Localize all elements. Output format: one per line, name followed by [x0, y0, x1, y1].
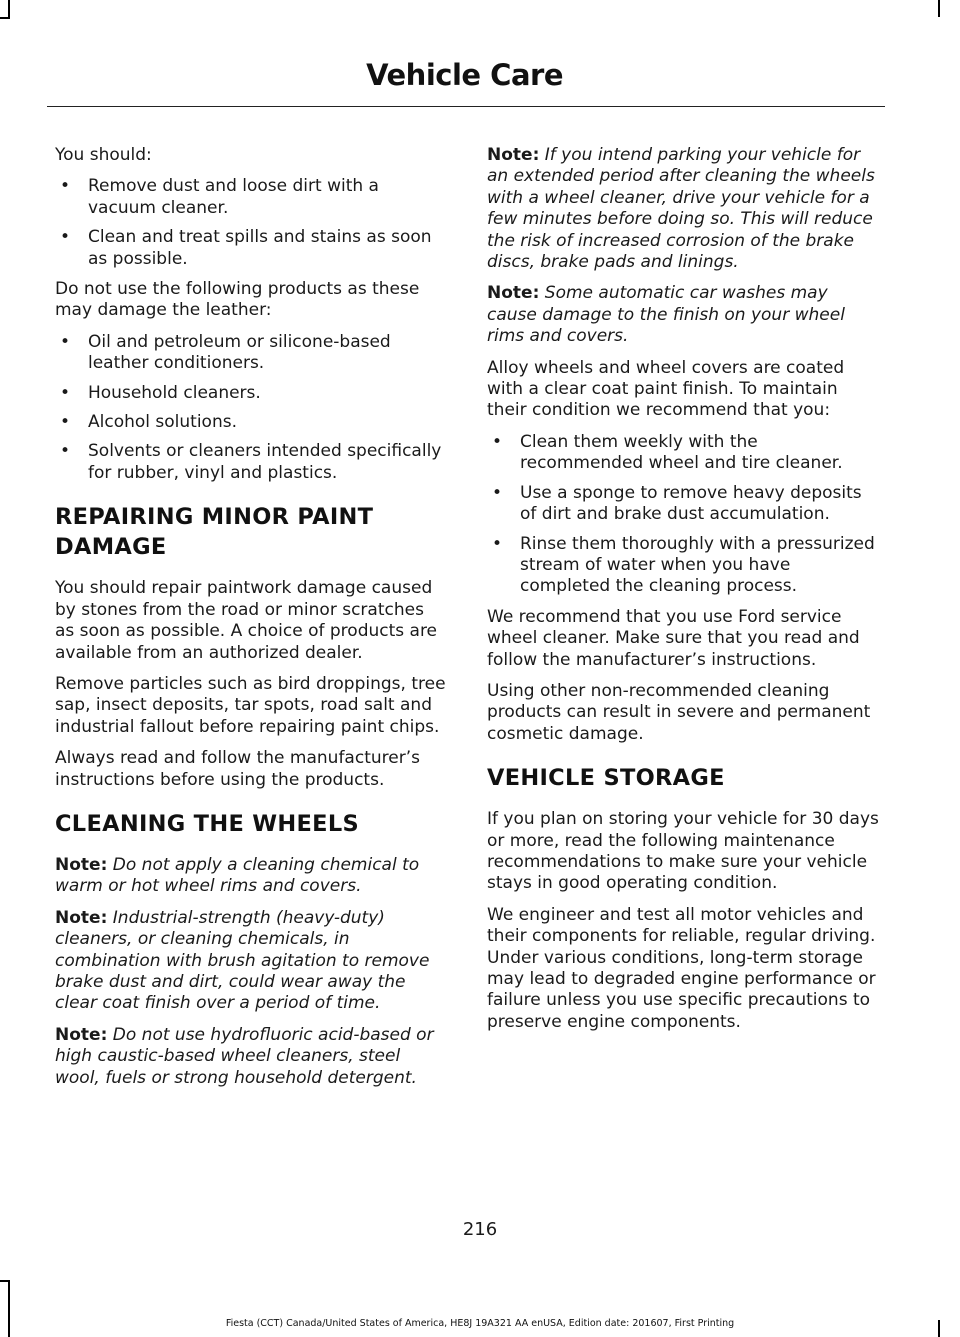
left-column [55, 145, 447, 1099]
paragraph: Remove particles such as bird droppings, tree sap, insect deposits, tar spots, road salt and industrial fallout before repairing paint chips. [55, 673, 446, 737]
paragraph: We engineer and test all motor vehicles and their components for reliable, regular driving. Under various conditions, long-term storage may lead to degraded engine performance or failure unless you use specific precautions to preserve engine components. [487, 904, 876, 1032]
crop-mark-top-left [8, 0, 10, 17]
list-item: • Alcohol solutions. [55, 412, 447, 433]
list-item: • Clean and treat spills and stains as soon as possible. [55, 227, 447, 270]
note-label: Note: [55, 907, 108, 928]
list-item: • Household cleaners. [55, 383, 447, 404]
paragraph: If you plan on storing your vehicle for 30 days or more, read the following maintenance recommendations to make sure your vehicle stays in good operating condition. [487, 809, 879, 894]
note [55, 1025, 447, 1089]
crop-mark-top-right [938, 0, 940, 17]
list-item: • Use a sponge to remove heavy deposits of dirt and brake dust accumulation. [487, 483, 879, 526]
list-item: • Oil and petroleum or silicone-based leather conditioners. [55, 332, 447, 375]
page-number: 216 [462, 1219, 498, 1240]
note-text: Do not apply a cleaning chemical to warm or hot wheel rims and covers. [55, 854, 420, 897]
avoid-intro: Do not use the following products as these may damage the leather: [55, 279, 420, 321]
paragraph: You should repair paintwork damage caused by stones from the road or minor scratches as soon as possible. A choice of products are available from an authorized dealer. [55, 578, 438, 663]
paragraph: We recommend that you use Ford service wheel cleaner. Make sure that you read and follow the manufacturer’s instructions. [487, 606, 860, 670]
avoid-list [55, 332, 447, 484]
note-text: If you intend parking your vehicle for an extended period after cleaning the wheels with a wheel cleaner, drive your vehicle for a few minutes before doing so. This will reduce the risk of increased corrosion of the brake discs, brake pads and linings. [487, 145, 875, 273]
note-label: Note: [487, 283, 540, 304]
intro-text: You should: [55, 145, 152, 165]
right-column [487, 145, 879, 1043]
note-label: Note: [487, 145, 540, 165]
note [487, 283, 879, 347]
heading-vehicle-storage: VEHICLE STORAGE [487, 765, 725, 792]
heading-line-1: REPAIRING MINOR PAINT [55, 504, 374, 531]
alloy-list [487, 432, 879, 598]
list-item: • Clean them weekly with the recommended wheel and tire cleaner. [487, 432, 879, 475]
note-text: Some automatic car washes may cause damage to the finish on your wheel rims and covers. [487, 283, 845, 347]
should-list [55, 176, 447, 270]
crop-mark-bottom-left-h [0, 1280, 10, 1282]
note [55, 855, 447, 898]
list-item: • Rinse them thoroughly with a pressurized stream of water when you have completed the cleaning process. [487, 534, 879, 598]
note [487, 145, 879, 273]
list-item: • Solvents or cleaners intended specifically for rubber, vinyl and plastics. [55, 441, 447, 484]
paragraph: Always read and follow the manufacturer’s instructions before using the products. [55, 748, 420, 790]
heading-cleaning-wheels: CLEANING THE WHEELS [55, 810, 359, 837]
heading-repairing-paint [55, 502, 447, 562]
note-text: Industrial-strength (heavy-duty) cleaners, or cleaning chemicals, in combination with brush agitation to remove brake dust and dirt, could wear away the clear coat finish over a period of time. [55, 907, 430, 1014]
list-item: • Remove dust and loose dirt with a vacuum cleaner. [55, 176, 447, 219]
paragraph: Alloy wheels and wheel covers are coated with a clear coat paint finish. To maintain their condition we recommend that you: [487, 357, 845, 421]
note [55, 908, 447, 1015]
crop-mark-top-left-h [0, 17, 10, 19]
note-text: Do not use hydrofluoric acid-based or high caustic-based wheel cleaners, steel wool, fuels or strong household detergent. [55, 1024, 434, 1088]
header-rule [47, 106, 885, 107]
note-label: Note: [55, 854, 108, 875]
section-title: Vehicle Care [366, 58, 563, 92]
note-label: Note: [55, 1024, 108, 1045]
heading-line-2: DAMAGE [55, 534, 167, 561]
paragraph: Using other non-recommended cleaning products can result in severe and permanent cosmetic damage. [487, 680, 871, 744]
footer-text: Fiesta (CCT) Canada/United States of America, HE8J 19A321 AA enUSA, Edition date: 201607, First Printing [225, 1318, 735, 1329]
